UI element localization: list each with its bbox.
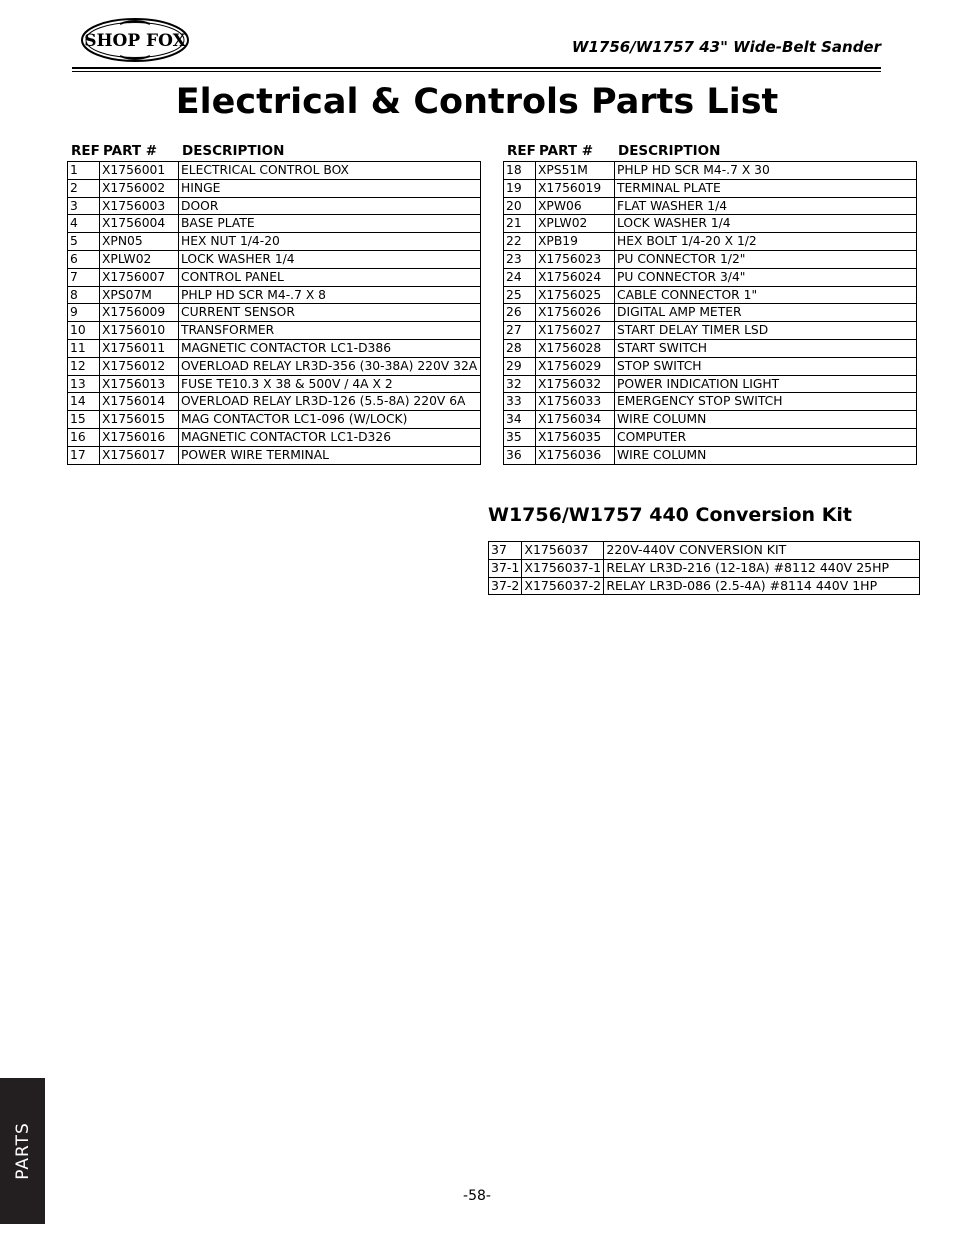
table-row bbox=[504, 179, 917, 197]
part-header: PART # bbox=[103, 143, 158, 159]
part-number-cell: X1756032 bbox=[536, 375, 615, 393]
part-number-cell: XPLW02 bbox=[100, 250, 179, 268]
parts-tab-label: PARTS bbox=[12, 1122, 33, 1180]
description-cell: HEX BOLT 1/4-20 X 1/2 bbox=[615, 233, 917, 251]
description-cell: PU CONNECTOR 3/4" bbox=[615, 268, 917, 286]
ref-cell: 23 bbox=[504, 250, 536, 268]
ref-cell: 15 bbox=[68, 411, 100, 429]
table-row bbox=[504, 428, 917, 446]
table-row bbox=[68, 411, 481, 429]
part-number-cell: XPB19 bbox=[536, 233, 615, 251]
description-cell: DOOR bbox=[179, 197, 481, 215]
ref-cell: 36 bbox=[504, 446, 536, 464]
ref-cell: 8 bbox=[68, 286, 100, 304]
ref-cell: 37-2 bbox=[489, 577, 522, 595]
ref-cell: 29 bbox=[504, 357, 536, 375]
description-cell: RELAY LR3D-216 (12-18A) #8112 440V 25HP bbox=[604, 559, 920, 577]
table-row bbox=[68, 322, 481, 340]
table-row bbox=[489, 559, 920, 577]
table-row bbox=[504, 304, 917, 322]
part-number-cell: X1756033 bbox=[536, 393, 615, 411]
part-number-cell: X1756034 bbox=[536, 411, 615, 429]
ref-cell: 5 bbox=[68, 233, 100, 251]
part-number-cell: X1756010 bbox=[100, 322, 179, 340]
ref-header: REF bbox=[507, 143, 536, 159]
ref-cell: 16 bbox=[68, 428, 100, 446]
description-cell: PHLP HD SCR M4-.7 X 30 bbox=[615, 162, 917, 180]
part-header: PART # bbox=[539, 143, 594, 159]
table-row bbox=[504, 411, 917, 429]
description-cell: FUSE TE10.3 X 38 & 500V / 4A X 2 bbox=[179, 375, 481, 393]
table-row bbox=[68, 268, 481, 286]
part-number-cell: X1756002 bbox=[100, 179, 179, 197]
part-number-cell: X1756017 bbox=[100, 446, 179, 464]
part-number-cell: X1756019 bbox=[536, 179, 615, 197]
ref-cell: 12 bbox=[68, 357, 100, 375]
description-cell: POWER INDICATION LIGHT bbox=[615, 375, 917, 393]
table-row bbox=[504, 250, 917, 268]
part-number-cell: XPLW02 bbox=[536, 215, 615, 233]
description-cell: STOP SWITCH bbox=[615, 357, 917, 375]
description-cell: DIGITAL AMP METER bbox=[615, 304, 917, 322]
description-cell: RELAY LR3D-086 (2.5-4A) #8114 440V 1HP bbox=[604, 577, 920, 595]
description-cell: 220V-440V CONVERSION KIT bbox=[604, 542, 920, 560]
part-number-cell: X1756029 bbox=[536, 357, 615, 375]
table-row bbox=[68, 250, 481, 268]
table-row bbox=[504, 339, 917, 357]
part-number-cell: X1756025 bbox=[536, 286, 615, 304]
conversion-kit-title: W1756/W1757 440 Conversion Kit bbox=[488, 504, 853, 526]
table-row bbox=[68, 393, 481, 411]
table-row bbox=[68, 179, 481, 197]
table-row bbox=[68, 286, 481, 304]
part-number-cell: X1756007 bbox=[100, 268, 179, 286]
description-cell: MAGNETIC CONTACTOR LC1-D386 bbox=[179, 339, 481, 357]
part-number-cell: X1756037-1 bbox=[522, 559, 604, 577]
description-cell: HINGE bbox=[179, 179, 481, 197]
table-row bbox=[504, 375, 917, 393]
table-row bbox=[68, 215, 481, 233]
ref-cell: 33 bbox=[504, 393, 536, 411]
description-cell: ELECTRICAL CONTROL BOX bbox=[179, 162, 481, 180]
ref-cell: 3 bbox=[68, 197, 100, 215]
table-row bbox=[504, 268, 917, 286]
ref-cell: 14 bbox=[68, 393, 100, 411]
description-cell: WIRE COLUMN bbox=[615, 411, 917, 429]
ref-cell: 35 bbox=[504, 428, 536, 446]
ref-cell: 4 bbox=[68, 215, 100, 233]
table-row bbox=[504, 393, 917, 411]
table-row bbox=[68, 357, 481, 375]
part-number-cell: XPN05 bbox=[100, 233, 179, 251]
part-number-cell: X1756015 bbox=[100, 411, 179, 429]
part-number-cell: X1756037-2 bbox=[522, 577, 604, 595]
part-number-cell: XPW06 bbox=[536, 197, 615, 215]
header-rule bbox=[72, 67, 881, 69]
ref-cell: 25 bbox=[504, 286, 536, 304]
ref-cell: 11 bbox=[68, 339, 100, 357]
ref-cell: 1 bbox=[68, 162, 100, 180]
description-cell: EMERGENCY STOP SWITCH bbox=[615, 393, 917, 411]
ref-cell: 13 bbox=[68, 375, 100, 393]
ref-cell: 34 bbox=[504, 411, 536, 429]
ref-cell: 7 bbox=[68, 268, 100, 286]
description-cell: LOCK WASHER 1/4 bbox=[179, 250, 481, 268]
page-number: -58- bbox=[463, 1188, 491, 1204]
ref-cell: 20 bbox=[504, 197, 536, 215]
table-row bbox=[504, 286, 917, 304]
description-cell: BASE PLATE bbox=[179, 215, 481, 233]
table-row bbox=[68, 428, 481, 446]
shop-fox-logo bbox=[80, 17, 190, 63]
part-number-cell: X1756037 bbox=[522, 542, 604, 560]
table-row bbox=[68, 162, 481, 180]
description-cell: WIRE COLUMN bbox=[615, 446, 917, 464]
conversion-kit-table bbox=[488, 541, 920, 595]
ref-cell: 17 bbox=[68, 446, 100, 464]
table-row bbox=[68, 197, 481, 215]
description-cell: PU CONNECTOR 1/2" bbox=[615, 250, 917, 268]
table-row bbox=[504, 162, 917, 180]
description-header: DESCRIPTION bbox=[182, 143, 285, 159]
header-rule-thin bbox=[72, 71, 881, 72]
ref-cell: 24 bbox=[504, 268, 536, 286]
parts-table-right bbox=[503, 161, 917, 465]
parts-table-left bbox=[67, 161, 481, 465]
table-row bbox=[68, 375, 481, 393]
ref-cell: 10 bbox=[68, 322, 100, 340]
part-number-cell: X1756036 bbox=[536, 446, 615, 464]
description-cell: TERMINAL PLATE bbox=[615, 179, 917, 197]
table-row bbox=[504, 233, 917, 251]
ref-cell: 37-1 bbox=[489, 559, 522, 577]
description-cell: START SWITCH bbox=[615, 339, 917, 357]
table-row bbox=[68, 304, 481, 322]
ref-cell: 26 bbox=[504, 304, 536, 322]
part-number-cell: X1756028 bbox=[536, 339, 615, 357]
description-cell: CABLE CONNECTOR 1" bbox=[615, 286, 917, 304]
part-number-cell: X1756011 bbox=[100, 339, 179, 357]
ref-cell: 9 bbox=[68, 304, 100, 322]
part-number-cell: XPS51M bbox=[536, 162, 615, 180]
description-cell: CURRENT SENSOR bbox=[179, 304, 481, 322]
table-row bbox=[68, 233, 481, 251]
table-row bbox=[489, 542, 920, 560]
description-header: DESCRIPTION bbox=[618, 143, 721, 159]
table-row bbox=[68, 446, 481, 464]
table-row bbox=[504, 322, 917, 340]
description-cell: MAGNETIC CONTACTOR LC1-D326 bbox=[179, 428, 481, 446]
part-number-cell: X1756035 bbox=[536, 428, 615, 446]
part-number-cell: X1756026 bbox=[536, 304, 615, 322]
part-number-cell: X1756014 bbox=[100, 393, 179, 411]
part-number-cell: X1756023 bbox=[536, 250, 615, 268]
part-number-cell: X1756004 bbox=[100, 215, 179, 233]
description-cell: PHLP HD SCR M4-.7 X 8 bbox=[179, 286, 481, 304]
description-cell: CONTROL PANEL bbox=[179, 268, 481, 286]
table-row bbox=[68, 339, 481, 357]
manual-model-title: W1756/W1757 43" Wide-Belt Sander bbox=[571, 38, 881, 56]
ref-cell: 37 bbox=[489, 542, 522, 560]
ref-cell: 6 bbox=[68, 250, 100, 268]
ref-cell: 27 bbox=[504, 322, 536, 340]
description-cell: MAG CONTACTOR LC1-096 (W/LOCK) bbox=[179, 411, 481, 429]
page-title: Electrical & Controls Parts List bbox=[175, 82, 779, 122]
part-number-cell: X1756009 bbox=[100, 304, 179, 322]
table-row bbox=[504, 446, 917, 464]
part-number-cell: X1756013 bbox=[100, 375, 179, 393]
description-cell: OVERLOAD RELAY LR3D-126 (5.5-8A) 220V 6A bbox=[179, 393, 481, 411]
table-row bbox=[489, 577, 920, 595]
part-number-cell: X1756003 bbox=[100, 197, 179, 215]
ref-cell: 28 bbox=[504, 339, 536, 357]
ref-cell: 19 bbox=[504, 179, 536, 197]
table-row bbox=[504, 357, 917, 375]
part-number-cell: X1756024 bbox=[536, 268, 615, 286]
description-cell: TRANSFORMER bbox=[179, 322, 481, 340]
ref-cell: 2 bbox=[68, 179, 100, 197]
description-cell: FLAT WASHER 1/4 bbox=[615, 197, 917, 215]
part-number-cell: X1756001 bbox=[100, 162, 179, 180]
part-number-cell: X1756016 bbox=[100, 428, 179, 446]
description-cell: START DELAY TIMER LSD bbox=[615, 322, 917, 340]
part-number-cell: X1756012 bbox=[100, 357, 179, 375]
description-cell: OVERLOAD RELAY LR3D-356 (30-38A) 220V 32A bbox=[179, 357, 481, 375]
description-cell: COMPUTER bbox=[615, 428, 917, 446]
part-number-cell: XPS07M bbox=[100, 286, 179, 304]
description-cell: POWER WIRE TERMINAL bbox=[179, 446, 481, 464]
ref-header: REF bbox=[71, 143, 100, 159]
description-cell: LOCK WASHER 1/4 bbox=[615, 215, 917, 233]
ref-cell: 32 bbox=[504, 375, 536, 393]
table-row bbox=[504, 197, 917, 215]
svg-text:SHOP FOX: SHOP FOX bbox=[84, 31, 186, 51]
ref-cell: 18 bbox=[504, 162, 536, 180]
ref-cell: 21 bbox=[504, 215, 536, 233]
ref-cell: 22 bbox=[504, 233, 536, 251]
part-number-cell: X1756027 bbox=[536, 322, 615, 340]
table-row bbox=[504, 215, 917, 233]
description-cell: HEX NUT 1/4-20 bbox=[179, 233, 481, 251]
